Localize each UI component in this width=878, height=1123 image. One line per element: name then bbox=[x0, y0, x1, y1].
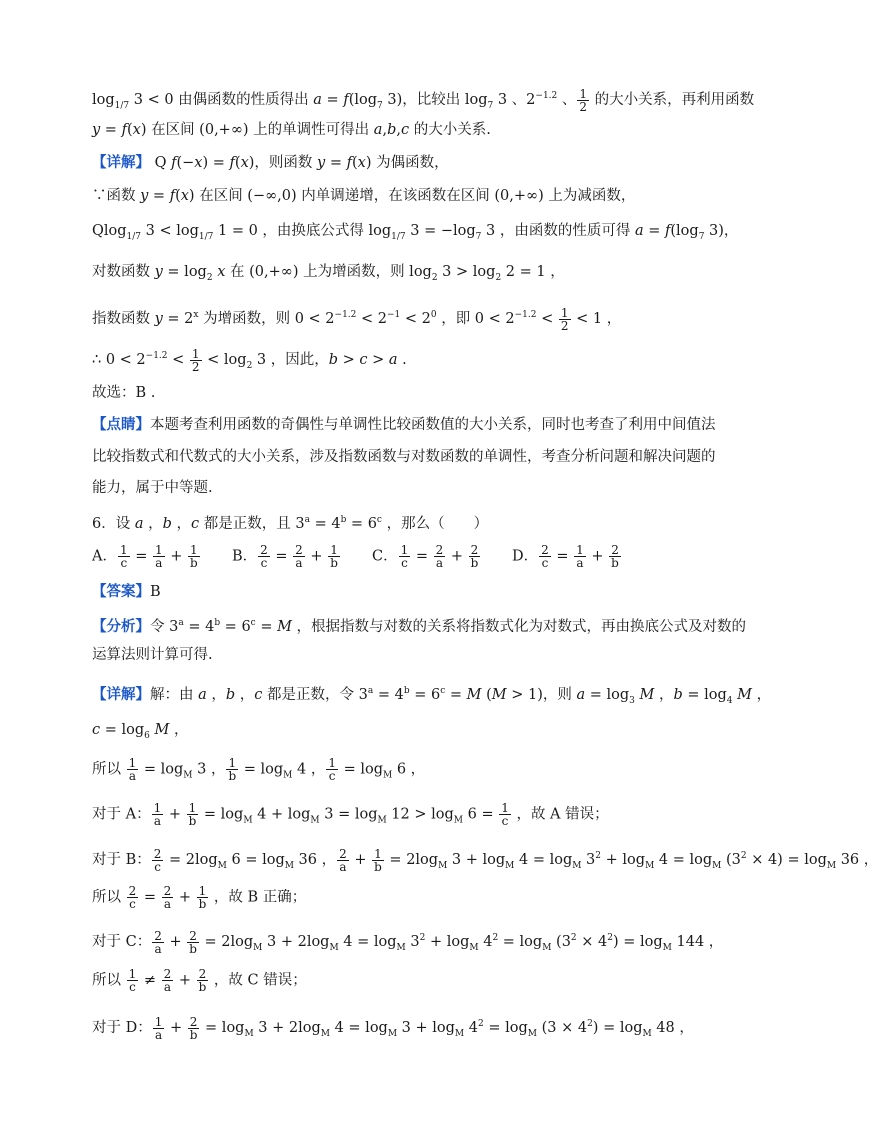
text-line-9: 故选：B . bbox=[92, 385, 156, 401]
text-line-12: 能力，属于中等题. bbox=[92, 480, 213, 496]
solution-line-7: 对于 C： $\frac{2}{a}$ + $\frac{2}{b}$ = $2\log_M$ $3 + 2\log_M$ $4 = \log_M 3^2 + \log_M 4^2 = \log_M (3^2 \times 4^2) = \log_M 144$ ， bbox=[92, 928, 724, 956]
solution-line-8: 所以 $\frac{1}{c}$ ≠ $\frac{2}{a}$ + $\frac{2}{b}$ ，故 C 错误； bbox=[92, 967, 307, 994]
solution-line-9: 对于 D： $\frac{1}{a}$ + $\frac{2}{b}$ = $\log_M 3 + 2\log_M$ $4 = \log_M 3 + \log_M 4^2 = \log_M (3 \times 4^2) = \log_M 48$ ， bbox=[92, 1014, 694, 1042]
analysis-line-1: 【分析】令 $3^a = 4^b = 6^c = M$ ，根据指数与对数的关系将指数式化为对数式，再由换底公式及对数的 bbox=[92, 618, 747, 635]
text-line-8: ∴ $0 < 2^{-1.2}$ < $\frac{1}{2}$ < $\log_2 3$ ，因此，b > c > a . bbox=[92, 346, 407, 374]
answer-line: 【答案】B bbox=[92, 583, 161, 600]
solution-line-3: 所以 $\frac{1}{a}$ = $\log_M 3$ ， $\frac{1}{b}$ = $\log_M 4$ ， $\frac{1}{c}$ = $\log_M 6$ ， bbox=[92, 756, 426, 783]
solution-line-4: 对于 A： $\frac{1}{a}$ + $\frac{1}{b}$ = $\log_M 4 + \log_M 3 = \log_M 12 > \log_M 6$ = $\frac{1}{c}$ ，故 A 错误； bbox=[92, 801, 609, 828]
solution-line-2: $c = \log_6 M$ ， bbox=[92, 722, 189, 741]
text-line-5: Qlog$_{1/7}$ $3 < \log_{1/7} 1 = 0$ ，由换底公式得 $\log_{1/7} 3 = -\log_7$ 3 ，由函数的性质可得 $a = f(\log_7$ 3)， bbox=[92, 223, 739, 242]
text-line-10: 【点睛】本题考查利用函数的奇偶性与单调性比较函数值的大小关系，同时也考查了利用中间值法 bbox=[92, 416, 716, 433]
text-line-7: 指数函数 $y = 2^x$ 为增函数，则 $0 < 2^{-1.2} < 2^{-1} < 2^0$ ，即 $0 < 2^{-1.2}$ < $\frac{1}{2}$ < 1 ， bbox=[92, 305, 622, 333]
text-line-1: $\log_{1/7} 3 < 0$ 由偶函数的性质得出 $a = f(\log_7$ 3)，比较出 $\log_7 3$ 、$2^{-1.2}$ 、 $\frac{1}{2}$ 的大小关系，再利用函数 bbox=[92, 86, 755, 114]
solution-line-1: 【详解】解：由 a ，b ，c 都是正数，令 $3^a = 4^b = 6^c = M$ (M > 1)，则 $a = \log_3 M$ ，$b = \log_4 M$ ， bbox=[92, 686, 772, 706]
text-line-6: 对数函数 $y = \log_2 x$ 在 (0,+∞) 上为增函数，则 $\log_2 3 > \log_2 2 = 1$ ， bbox=[92, 264, 565, 283]
solution-line-5: 对于 B： $\frac{2}{c}$ = $2\log_M$ $6 = \log_M 36$ ， $\frac{2}{a}$ + $\frac{1}{b}$ = $2\log_M$ $3 + \log_M 4 = \log_M 3^2 + \log_M 4 = \log_M (3^2 \times 4) = \log_M 36$ ， bbox=[92, 846, 878, 874]
solution-line-6: 所以 $\frac{2}{c}$ = $\frac{2}{a}$ + $\frac{1}{b}$ ，故 B 正确； bbox=[92, 884, 307, 911]
text-line-4: ∵函数 y = f(x) 在区间 (−∞,0) 内单调递增，在该函数在区间 (0,+∞) 上为减函数， bbox=[92, 188, 636, 204]
question-6-options: A． $\frac{1}{c}$ = $\frac{1}{a}$ + $\frac{1}{b}$ B． $\frac{2}{c}$ = $\frac{2}{a}$ + $\frac{1}{b}$ C． $\frac{1}{c}$ = $\frac{2}{a}$ + $\frac{2}{b}$ D． $\frac{2}{c}$ = $\frac{1}{a}$ + $\frac{2}{b}$ bbox=[92, 543, 619, 570]
analysis-line-2: 运算法则计算可得. bbox=[92, 647, 213, 663]
text-line-11: 比较指数式和代数式的大小关系，涉及指数函数与对数函数的单调性，考查分析问题和解决问题的 bbox=[92, 449, 716, 465]
text-line-3: 【详解】 Q f(−x) = f(x)，则函数 y = f(x) 为偶函数， bbox=[92, 154, 449, 171]
text-line-2: y = f(x) 在区间 (0,+∞) 上的单调性可得出 a,b,c 的大小关系. bbox=[92, 122, 491, 138]
question-6: 6．设 a ，b ，c 都是正数，且 $3^a = 4^b = 6^c$ ，那么（ ） bbox=[92, 515, 489, 532]
